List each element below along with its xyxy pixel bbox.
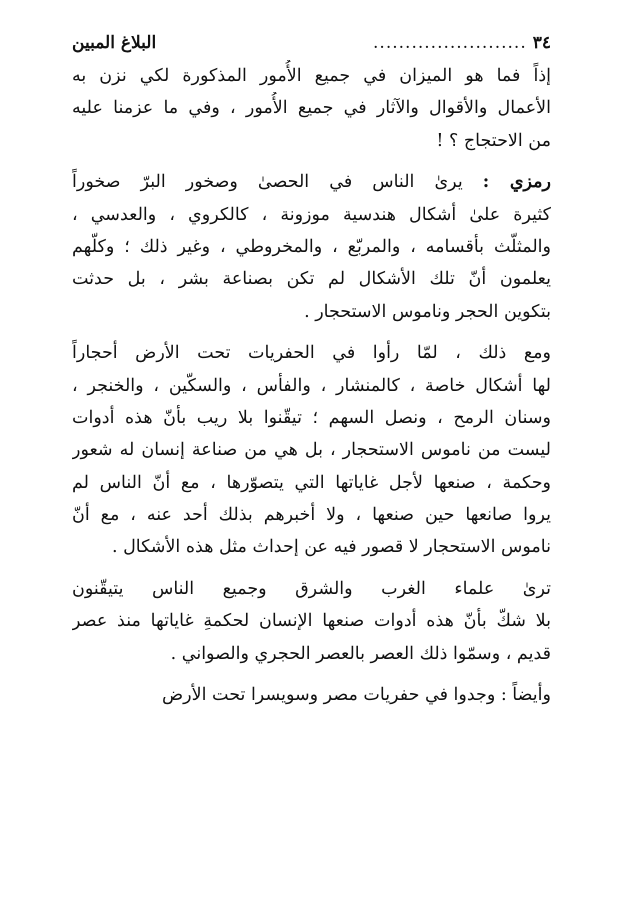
text-line: بتكوين الحجر وناموس الاستحجار . [304, 301, 551, 322]
page-header [72, 28, 551, 58]
text-line: كثيرة علىٰ أشكال هندسية موزونة ، كالكروي ، والعدسي ، [72, 204, 551, 225]
text-line: ومع ذلك ، لمّا رأوا في الحفريات تحت الأرض أحجاراً [72, 343, 551, 364]
text-line: يعلمون أنّ تلك الأشكال لم تكن بصناعة بشر ، بل حدثت [72, 269, 551, 290]
text-line: يروا صانعها حين صنعها ، ولا أخبرهم بذلك أحد عنه ، مع أنّ [72, 505, 551, 526]
text-line: ليست من ناموس الاستحجار ، بل هي من صناعة إنسان له شعور [72, 440, 551, 461]
text-line: وسنان الرمح ، ونصل السهم ؛ تيقّنوا بلا ريب بأنّ هذه أدوات [72, 407, 551, 428]
text-line: بلا شكّ بأنّ هذه أدوات صنعها الإنسان لحكمةِ غاياتها منذ عصر [72, 611, 551, 632]
page-number: ٣٤ [532, 33, 551, 53]
paragraph-1 [72, 60, 551, 157]
text-line: من الاحتجاج ؟ ! [436, 130, 551, 151]
text-line: الأعمال والأقوال والآثار في جميع الأُمور ، وفي ما عزمنا عليه [72, 98, 551, 119]
page-body [72, 60, 551, 720]
speaker-name: رمزي : [482, 172, 551, 193]
text-line: وأيضاً : وجدوا في حفريات مصر وسويسرا تحت الأرض [162, 685, 551, 706]
text-line: لها أشكال خاصة ، كالمنشار ، والفأس ، والسكّين ، والخنجر ، [72, 375, 551, 396]
text-line: إذاً فما هو الميزان في جميع الأُمور المذكورة لكي نزن به [72, 66, 551, 86]
paragraph-3 [72, 337, 551, 564]
text-line: قديم ، وسمّوا ذلك العصر بالعصر الحجري والصواني . [170, 643, 551, 664]
text-line: وحكمة ، صنعها لأجل غاياتها التي يتصوّرها ، مع أنّ الناس لم [72, 472, 551, 493]
paragraph-5 [72, 679, 551, 711]
running-title: البلاغ المبين [72, 33, 157, 53]
paragraph-4 [72, 573, 551, 670]
text-line [72, 166, 551, 198]
paragraph-2 [72, 166, 551, 328]
header-dots: ........................ [373, 33, 527, 53]
text-line: والمثلّث بأقسامه ، والمربّع ، والمخروطي ، وغير ذلك ؛ وكلّهم [72, 236, 551, 257]
text-line: ترىٰ علماء الغرب والشرق وجميع الناس يتيقّنون [72, 578, 551, 599]
text-line-rest: يرىٰ الناس في الحصىٰ وصخور البرّ صخوراً [72, 172, 463, 193]
text-line: ناموس الاستحجار لا قصور فيه عن إحداث مثل هذه الأشكال . [111, 537, 551, 558]
